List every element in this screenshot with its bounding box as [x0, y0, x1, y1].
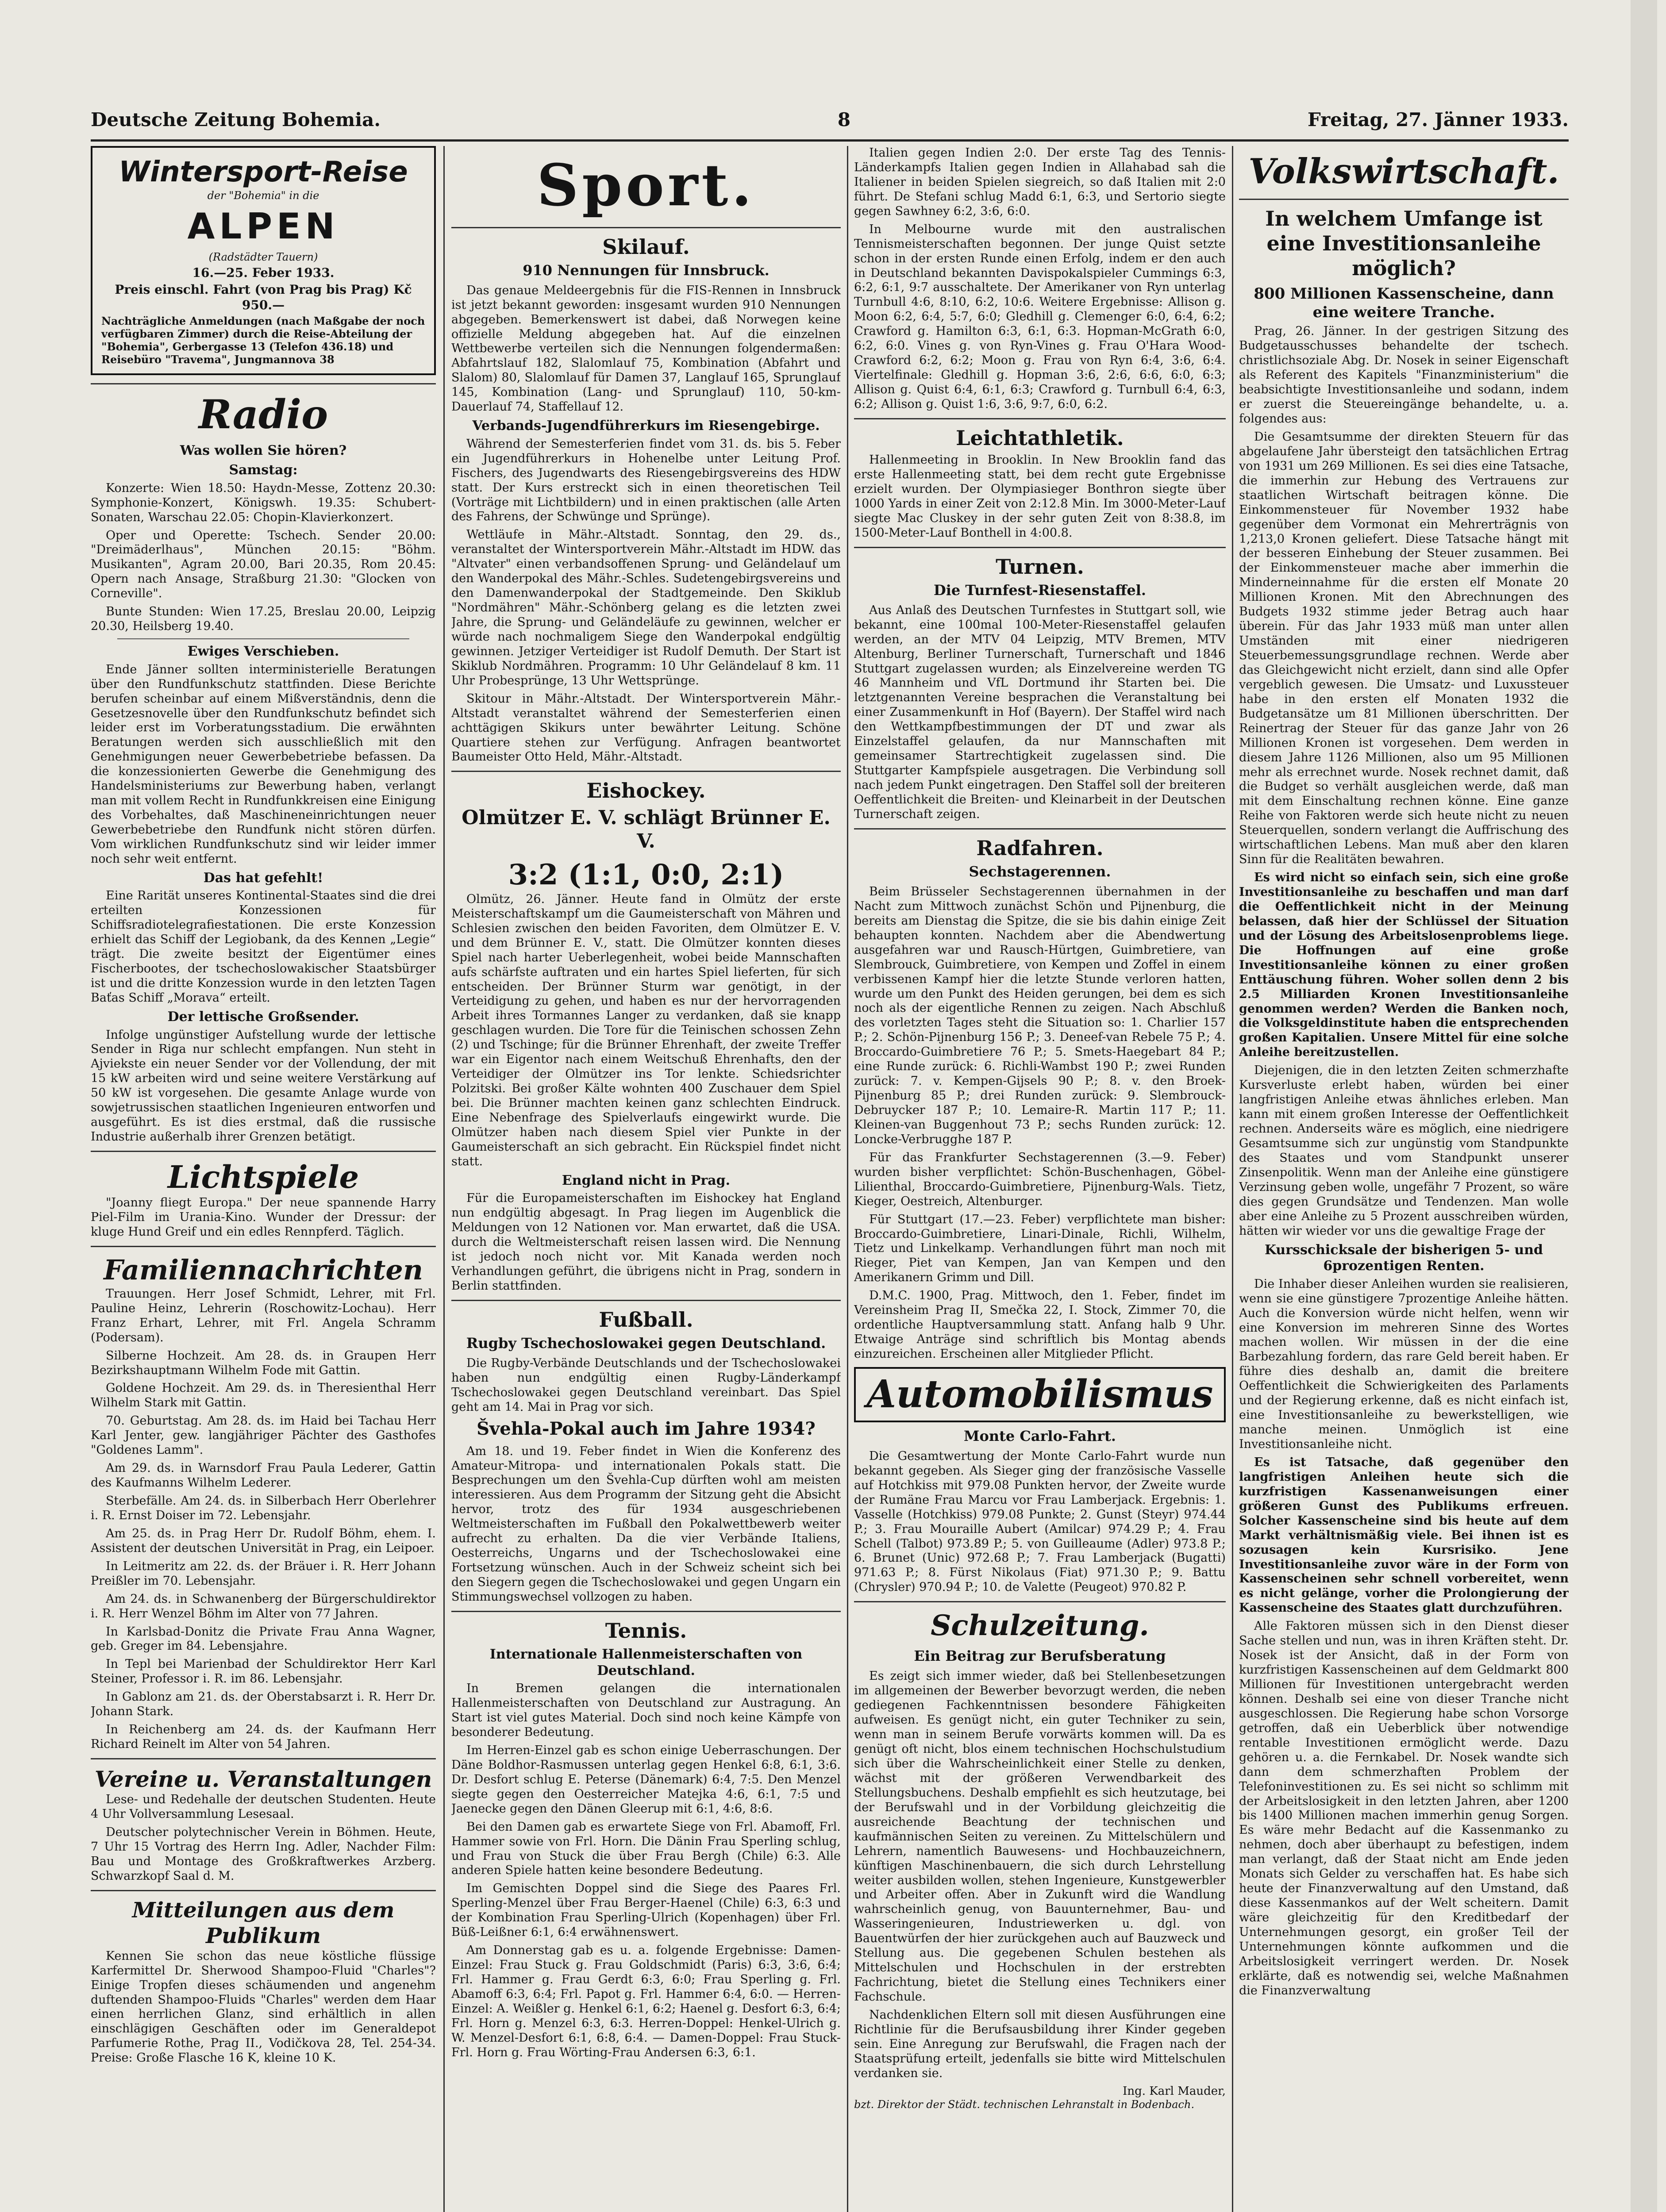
lichtspiele-article: "Joanny fliegt Europa." Der neue spannende Harry Piel-Film im Urania-Kino. Wunder der Dressur: der kluge Hund Greif und ein edles Rennpferd. Täglich.: [91, 1196, 436, 1239]
family-notice: Sterbefälle. Am 24. ds. in Silberbach Herr Oberlehrer i. R. Ernst Doiser im 72. Lebensjahr.: [91, 1494, 436, 1522]
article-text: Am Donnerstag gab es u. a. folgende Ergebnisse: Damen-Einzel: Frau Stuck g. Frau Goldschmidt (Paris) 6:3, 3:6, 6:4; Frl. Hammer g. Frau Gerdt 6:3, 6:0; Frau Sperling g. Frl. Abamoff 6:3, 6:4; Frl. Papot g. Frl. Hammer 6:4, 6:0. — Herren-Einzel: A. Weißler g. Henkel 6:1, 6:2; Haenel g. Desfort 6:3, 6:4; Frl. Horn g. Menzel 6:3, 6:3. Herren-Doppel: Henkel-Ulrich g. W. Menzel-Desfort 6:1, 6:8, 6:4. — Damen-Doppel: Frau Stuck-Frl. Horn g. Frau Wörting-Frau Andersen 6:3, 6:1.: [451, 1943, 841, 2059]
subsection-skilauf: Skilauf.: [602, 234, 690, 259]
masthead-date: Freitag, 27. Jänner 1933.: [1308, 108, 1569, 131]
column-3: [854, 146, 1226, 2212]
article-text: Alle Faktoren müssen sich in den Dienst dieser Sache stellen und nun, was in ihren Kräften steht. Dr. Nosek ist der Ansicht, daß in der Form von kurzfristigen Kassenscheinen auf dem Geldmarkt 800 Millionen für Investitionen untergebracht werden können. Deshalb sei eine von dieser Tranche nicht ausgeschlossen. Die Regierung habe schon Vorsorge getroffen, daß ein Ueberblick über notwendige rentable Investitionen ermöglicht werde. Dazu gehören u. a. die Fernkabel. Dr. Nosek wandte sich dann dem schmerzhaften Problem der Telefoninvestitionen zu. Es sei nicht so schlimm mit der Arbeitslosigkeit in den letzten Jahren, aber 1200 bis 1400 Millionen machen immerhin genug Sorgen. Es wäre mehr Bedacht auf die Kassenmanko zu nehmen, doch aber überhaupt zu befestigen, indem man verlangt, daß der Staat nicht am Ende jeden Monats sich Gelder zu verschaffen hat. Es habe sich heute der Finanzverwaltung auf den Umstand, daß diese Kassenmankos auf der Welt scheitern. Damit wäre gleichzeitig für den Kreditbedarf der Unternehmungen gesorgt, ein großer Teil der Unternehmungen könnte aufkommen und die Arbeitslosigkeit verringert werden. Dr. Nosek erklärte, daß es notwendig sei, welche Maßnahmen die Finanzverwaltung: [1239, 1619, 1569, 1997]
ad-title: Wintersport-Reise: [119, 156, 408, 188]
radio-heading: Was wollen Sie hören?: [180, 442, 347, 458]
article-text: Am 18. und 19. Feber findet in Wien die Konferenz des Amateur-Mitropa- und internationalen Pokals statt. Die Besprechungen um den Švehla-Cup dürften wohl am meisten interessieren. Aus dem Programm der Sitzung geht die Absicht hervor, trotz des für 1934 ausgeschriebenen Weltmeisterschaften im Fußball den Pokalwettbewerb weiter aufrecht zu erhalten. Da die vier Verbände Italiens, Oesterreichs, Ungarns und der Tschechoslowakei eine Fortsetzung wünschen. Auch in der Schweiz scheint sich bei den Siegern gegen die Tschechoslowakei und gegen Ungarn ein Stimmungswechsel vollzogen zu haben.: [451, 1444, 841, 1604]
article-text: In Melbourne wurde mit den australischen Tennismeisterschaften begonnen. Der junge Quist setzte schon in der ersten Runde einen Erfolg, indem er den auch in Deutschland bekannten Davispokalspieler Cummings 6:3, 6:2, 6:1, 9:7 ausschaltete. Der Amerikaner von Ryn unterlag Turnbull 4:6, 8:10, 6:2, 10:6. Weitere Ergebnisse: Allison g. Moon 6:2, 6:4, 5:7, 6:0; Gledhill g. Clemenger 6:0, 6:4, 6:2; Crawford g. Hamilton 6:3, 6:1, 6:3. Hopman-McGrath 6:0, 6:2, 6:0. Vines g. von Ryn-Vines g. Frau O'Hara Wood-Crawford 6:2, 6:2; Moon g. Frau von Ryn 6:4, 3:6, 6:4. Viertelfinale: Gledhill g. Hopman 3:6, 2:6, 6:6, 6:0, 6:3; Allison g. Quist 6:4, 6:1, 6:3; Crawford g. Turnbull 6:4, 6:3, 6:2; Allison g. Quist 1:6, 3:6, 9:7, 6:0, 6:2.: [854, 222, 1226, 411]
article-text: Für Stuttgart (17.—23. Feber) verpflichtete man bisher: Broccardo-Guimbretiere, Linari-Dinale, Richli, Wilhelm, Tietz und Linkelkamp. Verhandlungen führt man noch mit Rieger, Piet van Kempen, Jan van Kempen und den Amerikanern Grimm und Dill.: [854, 1212, 1226, 1285]
family-notice: Silberne Hochzeit. Am 28. ds. in Graupen Herr Bezirkshauptmann Wilhelm Fode mit Gattin.: [91, 1348, 436, 1377]
column-rule: [443, 146, 445, 2212]
article-text-bold: Es ist Tatsache, daß gegenüber den langfristigen Anleihen heute sich die kurzfristigen Kassenanweisungen einer größeren Gunst des Publikums erfreuen. Solcher Kassenscheine sind bis heute auf dem Markt verhältnismäßig viele. Bei ihnen ist es sozusagen kein Kursrisiko. Jene Investitionsanleihe zuvor wäre in der Form von Kassenscheinen sehr schnell vorbereitet, wenn es nicht gelänge, vorher die Prolongierung der Kassenscheine des Staates glatt durchzuführen.: [1239, 1455, 1569, 1615]
article-text: Es zeigt sich immer wieder, daß bei Stellenbesetzungen im allgemeinen der Bewerber bevorzugt werden, die neben gediegenen Fachkenntnissen besondere Fähigkeiten aufweisen. Es genügt nicht, ein guter Techniker zu sein, wenn man in seinem Berufe vorwärts kommen will. Da es genügt oft nicht, blos einem technischen Hochschulstudium sich über die Wahrscheinlichkeit einer Stelle zu denken, wächst mit der größeren Verwendbarkeit des Stellungsbuchens. Deshalb empfiehlt es sich heutzutage, bei der Berufswahl und in der Vorbildung gleichzeitig die ausreichende Beachtung der technischen und kaufmännischen Seiten zu vereinen. Zu Mittelschülern und Lehrern, namentlich Bauwesens- und Hochbauzeichnern, künftigen Maschinenbauern, die sich durch Lehrstellung weiter ausbilden wollen, stehen Ingenieure, Kunstgewerbler und Arbeiter offen. Aber in Zukunft wird die Wandlung wahrscheinlich genug, von Bauunternehmer, Bau- und Wasseringenieuren, Industriewerken u. dgl. von Bauentwürfen der hier zurückgehen auch auf Bauzweck und Stellung aus. Die gegebenen Schulen bestehen als Mittelschulen und Hochschulen in der erstrebten Fachrichtung, bietet die Stellung eines Technikers einer Fachschule.: [854, 1669, 1226, 2004]
divider: [451, 227, 841, 228]
divider: [91, 1246, 436, 1247]
headline: 910 Nennungen für Innsbruck.: [523, 261, 770, 279]
headline: Die Turnfest-Riesenstaffel.: [933, 581, 1147, 599]
divider: [91, 1890, 436, 1891]
column-1: [91, 146, 436, 2212]
ad-subtitle: (Radstädter Tauern): [208, 250, 318, 263]
radio-subheading: Das hat gefehlt!: [203, 870, 323, 886]
radio-opera: Oper und Operette: Tschech. Sender 20.00: "Dreimäderlhaus", München 20.15: "Böhm. Musikanten", Agram 20.00, Bari 20.35, Rom 20.45: Opern nach Ansage, Straßburg 21.30: "Glocken von Corneville".: [91, 528, 436, 601]
article-text: Im Gemischten Doppel sind die Siege des Paares Frl. Sperling-Menzel über Frau Berger-Haenel (Chile) 6:3, 6:3 und der Kombination Frau Sperling-Ulrich (Kopenhagen) über Frl. Büß-Leißner 6:1, 6:4 erwähnenswert.: [451, 1882, 841, 1939]
headline: In welchem Umfange ist eine Investitionsanleihe möglich?: [1265, 207, 1543, 280]
article-text: Im Herren-Einzel gab es schon einige Ueberraschungen. Der Däne Boldhor-Rasmussen unterlag gegen Henkel 6:8, 6:1, 3:6. Dr. Desfort schlug E. Peterse (Dänemark) 6:4, 7:5. Den Menzel siegte gegen den Oesterreicher Matejka 4:6, 6:1, 7:5 und Jaenecke gegen den Dänen Gleerup mit 6:1, 4:6, 8:6.: [451, 1743, 841, 1816]
article-text: Diejenigen, die in den letzten Zeiten schmerzhafte Kursverluste erlebt haben, würden bei einer langfristigen Anleihe etwas ähnliches erleben. Man kann mit einem großen Interesse der Oeffentlichkeit rechnen. Anderseits wäre es möglich, eine niedrigere Gesamtsumme sich zur ungünstig vom Standpunkte des Staates und vom Standpunkt unserer Zinsenpolitik. Wenn man der Anleihe eine günstigere Verzinsung geben wolle, ungefähr 7 Prozent, so wäre dies gegen Grundsätze und Tendenzen. Man wolle aber eine Anleihe zu 5 Prozent ausschreiben würden, hätten wir wieder vor uns die gewaltige Frage der: [1239, 1064, 1569, 1238]
radio-article: Ende Jänner sollten interministerielle Beratungen über den Rundfunkschutz stattfinden. Diese Berichte berufen scheinbar auf einem Mißverständnis, denn die Gesetzesnovelle über den Rundfunkschutz befindet sich leider erst im Vorberatungsstadium. Die erwähnten Beratungen werden sich ausschließlich mit den Genehmigungen neuer Gewerbebetriebe befassen. Da die konzessionierten Gewerbe die Genehmigung des Handelsministeriums zur Bewerbung haben, verlangt man mit vollem Recht in Rundfunkkreisen eine Einigung des Vorbehaltes, daß Maschineneinrichtungen neuer Gewerbebetriebe den Rundfunk nicht stören dürfen. Vom wirklichen Rundfunkschutz sind wir leider immer noch sehr weit entfernt.: [91, 662, 436, 866]
section-title-vereine: Vereine u. Veranstaltungen: [94, 1766, 432, 1793]
article-text: Italien gegen Indien 2:0. Der erste Tag des Tennis-Länderkampfs Italien gegen Indien in Allahabad sah die Italiener in beiden Spielen siegreich, so daß Italien mit 2:0 führt. De Stefani schlug Madd 6:1, 6:3, und Sertorio siegte gegen Sawhney 6:2, 3:6, 6:0.: [854, 146, 1226, 218]
divider: [91, 383, 436, 384]
divider: [451, 1611, 841, 1612]
family-notice: In Tepl bei Marienbad der Schuldirektor Herr Karl Steiner, Professor i. R. im 86. Lebensjahr.: [91, 1657, 436, 1686]
article-text: In Bremen gelangen die internationalen Hallenmeisterschaften von Deutschland zur Austragung. An Start ist viel gutes Material. Doch sind noch keine Kämpfe von besonderer Bedeutung.: [451, 1682, 841, 1739]
article-text: Skitour in Mähr.-Altstadt. Der Wintersportverein Mähr.-Altstadt veranstaltet während der Semesterferien einen achttägigen Skikurs unter bewährter Leitung. Schöne Quartiere stehen zur Verfügung. Anfragen beantwortet Baumeister Otto Held, Mähr.-Altstadt.: [451, 691, 841, 764]
family-notice: Am 29. ds. in Warnsdorf Frau Paula Lederer, Gattin des Kaufmanns Wilhelm Lederer.: [91, 1461, 436, 1490]
divider: [854, 418, 1226, 419]
headline: Internationale Hallenmeisterschaften von Deutschland.: [489, 1647, 803, 1678]
author-signature: Ing. Karl Mauder,: [1123, 2084, 1226, 2098]
radio-subheading: Ewiges Verschieben.: [187, 644, 339, 660]
radio-day: Samstag:: [229, 462, 298, 478]
section-title-lichtspiele: Lichtspiele: [167, 1159, 359, 1195]
radio-subheading: Der lettische Großsender.: [167, 1009, 359, 1025]
article-text: Für das Frankfurter Sechstagerennen (3.—9. Feber) wurden bisher verpflichtet: Schön-Buschenhagen, Göbel-Lilienthal, Broccardo-Guimbretiere, Pijnenburg-Wals. Tietz, Kieger, Oestreich, Altenburger.: [854, 1150, 1226, 1208]
section-title-automobilismus: Automobilismus: [854, 1367, 1226, 1422]
section-title-mitteilungen: Mitteilungen aus dem Publikum: [132, 1897, 395, 1949]
masthead-paper-name: Deutsche Zeitung Bohemia.: [91, 108, 381, 131]
family-notice: 70. Geburtstag. Am 28. ds. im Haid bei Tachau Herr Karl Jenter, gew. langjähriger Pächter des Gasthofes "Goldenes Lamm".: [91, 1414, 436, 1457]
headline: Ein Beitrag zur Berufsberatung: [914, 1647, 1166, 1665]
article-text: Die Rugby-Verbände Deutschlands und der Tschechoslowakei haben nun endgültig einen Rugby-Länderkampf Tschechoslowakei gegen Deutschland vereinbart. Das Spiel geht am 14. Mai in Prag vor sich.: [451, 1356, 841, 1414]
divider: [451, 1300, 841, 1301]
column-2-sport: [451, 146, 841, 2212]
headline: Olmützer E. V. schlägt Brünner E. V.: [462, 806, 831, 853]
radio-varieties: Bunte Stunden: Wien 17.25, Breslau 20.00, Leipzig 20.30, Heilsberg 19.40.: [91, 605, 436, 634]
ad-price: Preis einschl. Fahrt (von Prag bis Prag) Kč 950.—: [115, 282, 412, 312]
ad-line: der "Bohemia" in die: [207, 189, 319, 202]
wintersport-advertisement: [91, 146, 436, 375]
masthead-page-number: 8: [837, 108, 851, 131]
subsection-fussball: Fußball.: [599, 1307, 693, 1332]
article-text: Die Inhaber dieser Anleihen wurden sie realisieren, wenn sie eine günstigere 7prozentige Anleihe hätten. Auch die Konversion würde nicht helfen, wenn wir eine Konversion im mehreren Sinne des Wortes machen wollen. Wir müssen in der die eine Barbezahlung fordern, das rare Geld bereit haben. Er führe dies deshalb an, damit die breitere Oeffentlichkeit die Schwierigkeiten des Parlaments und der Regierung erkenne, daß es nicht einfach ist, eine Investitionsanleihe zu bewerkstelligen, wie manche meinen. Unmöglich ist eine Investitionsanleihe nicht.: [1239, 1277, 1569, 1452]
subsection-eishockey: Eishockey.: [586, 779, 706, 803]
article-text: Für die Europameisterschaften im Eishockey hat England nun endgültig abgesagt. In Prag liegen im Augenblick die Meldungen von 12 Nationen vor. Man erwartet, daß die USA. durch die Weltmeisterschaft reisen lassen wird. Die Nennung ist jedoch noch nicht vor. Mit Kanada werden noch Verhandlungen geführt, die übrigens nicht in Prag, sondern in Berlin stattfinden.: [451, 1191, 841, 1293]
page-edge-shadow: [1631, 0, 1657, 2212]
column-rule: [1232, 146, 1233, 2212]
subsection-radfahren: Radfahren.: [976, 836, 1104, 860]
column-rule: [847, 146, 848, 2212]
article-text: Hallenmeeting in Brooklin. In New Brooklin fand das erste Hallenmeeting statt, bei dem recht gute Ergebnisse erzielt wurden. Der Olympiasieger Bonthron siegte über 1000 Yards in einer Zeit von 2:12.8 Min. Im 3000-Meter-Lauf siegte Mac Cluskey in der sehr guten Zeit von 8:38.8, im 1500-Meter-Lauf Bonthell in 4:00.8.: [854, 453, 1226, 540]
divider: [854, 828, 1226, 830]
family-notice: In Gablonz am 21. ds. der Oberstabsarzt i. R. Herr Dr. Johann Stark.: [91, 1690, 436, 1719]
headline: Švehla-Pokal auch im Jahre 1934?: [477, 1418, 816, 1439]
family-notice: Goldene Hochzeit. Am 29. ds. in Theresienthal Herr Wilhelm Stark mit Gattin.: [91, 1381, 436, 1410]
section-title-schulzeitung: Schulzeitung.: [931, 1609, 1149, 1643]
article-text: Während der Semesterferien findet vom 31. ds. bis 5. Feber ein Jugendführerkurs in Hohenelbe unter Leitung Prof. Fischers, des Jugendwarts des Riesengebirgsvereins des HDW statt. Der Kurs erstreckt sich in einen theoretischen Teil (Vorträge mit Lichtbildern) und in einen praktischen (alle Arten des Fahrens, der Schwünge und Sprünge).: [451, 437, 841, 524]
family-notice: In Leitmeritz am 22. ds. der Bräuer i. R. Herr Johann Preißler im 70. Lebensjahr.: [91, 1559, 436, 1588]
article-text: Wettläufe in Mähr.-Altstadt. Sonntag, den 29. ds., veranstaltet der Wintersportverein Mähr.-Altstadt im HDW. das "Altvater" einen verbandsoffenen Sprung- und Geländelauf um den Wanderpokal des Mähr.-Schles. Sudetengebirgsvereins und den Damenwanderpokal der Stadtgemeinde. Den Skiklub "Nordmähren" Mähr.-Schönberg gelang es die letzten zwei Jahre, die Sprung- und Geländeläufe zu gewinnen, welcher er würde nach nochmaligem Siege den Wanderpokal endgültig gewinnen. Jetziger Verteidiger ist Rudolf Demuth. Der Start ist Skiklub Nordmähren. Programm: 10 Uhr Geländelauf 8 km. 11 Uhr Probesprünge, 13 Uhr Wettsprünge.: [451, 528, 841, 687]
divider: [91, 1151, 436, 1152]
headline: Monte Carlo-Fahrt.: [964, 1427, 1116, 1444]
section-title-volkswirtschaft: Volkswirtschaft.: [1248, 151, 1559, 192]
article-text: Aus Anlaß des Deutschen Turnfestes in Stuttgart soll, wie bekannt, eine 100mal 100-Meter-Riesenstaffel gelaufen werden, an der MTV 04 Leipzig, MTV Bremen, MTV Altenburg, Berliner Turnerschaft, Turnerschaft und 1846 Stuttgart zugelassen wurden; als Einzelvereine werden TG 46 Mannheim und VfL Dortmund ihr Starten bei. Die letztgenannten Vereine besprachen die Veranstaltung bei einer Zusammenkunft in Hof (Bayern). Der Staffel wird nach den Wettkampfbestimmungen der DT und zwar als Einzelstaffel gelaufen, da nur Mannschaften mit gemeinsamer Startrechtigkeit zugelassen sind. Die Stuttgarter Kampfspiele ausgetragen. Die Verbindung soll nach jedem Punkt eingetragen. Den Staffel soll der breiteren Oeffentlichkeit die Breiten- und Kleinarbeit in der Deutschen Turnerschaft zeigen.: [854, 603, 1226, 821]
divider: [117, 638, 409, 639]
masthead: [91, 100, 1569, 142]
ad-dates: 16.—25. Feber 1933.: [192, 265, 335, 280]
column-4-economy: [1239, 146, 1569, 2212]
headline: England nicht in Prag.: [562, 1172, 731, 1188]
headline: Verbands-Jugendführerkurs im Riesengebirge.: [472, 418, 820, 434]
subsection-leichtathletik: Leichtathletik.: [956, 426, 1124, 450]
section-title-familiennachrichten: Familiennachrichten: [104, 1254, 423, 1286]
article-text: Die Gesamtwertung der Monte Carlo-Fahrt wurde nun bekannt gegeben. Als Sieger ging der französische Vasselle auf Hotchkiss mit 979.08 Punkten hervor, der Zweite wurde der Rumäne Frau Marcu vor Frau Lamberjack. Ergebnis: 1. Vasselle (Hotchkiss) 979.08 Punkte; 2. Gunst (Steyr) 974.44 P.; 3. Frau Mouraille Aubert (Amilcar) 974.29 P.; 4. Frau Schell (Talbot) 973.89 P.; 5. von Guilleaume (Adler) 973.8 P.; 6. Brunet (Unic) 972.68 P.; 7. Frau Lamberjack (Bugatti) 971.63 P.; 8. Fürst Nikolaus (Fiat) 971.30 P.; 9. Battu (Chrysler) 970.94 P.; 10. de Valette (Peugeot) 970.82 P.: [854, 1449, 1226, 1594]
family-notice: Am 24. ds. in Schwanenberg der Bürgerschuldirektor i. R. Herr Wenzel Böhm im Alter von 77 Jahren.: [91, 1592, 436, 1621]
public-notice: Kennen Sie schon das neue köstliche flüssige Karfermittel Dr. Sherwood Shampoo-Fluid "Charles"? Einige Tropfen dieses schäumenden und angenehm duftenden Shampoo-Fluids "Charles" werden dem Haar einen herrlichen Glanz, sind erhältlich in allen einschlägigen Geschäften oder im Generaldepot Parfumerie Rothe, Prag II., Vodičkova 28, Tel. 254-34. Preise: Große Flasche 16 K, kleine 10 K.: [91, 1949, 436, 2065]
family-notice: In Reichenberg am 24. ds. der Kaufmann Herr Richard Reinelt im Alter von 54 Jahren.: [91, 1723, 436, 1751]
ad-body: Nachträgliche Anmeldungen (nach Maßgabe der noch verfügbaren Zimmer) durch die Reise-Abteilung der "Bohemia", Gerbergasse 13 (Telefon 436.18) und Reisebüro "Travema", Jungmannova 38: [101, 314, 425, 366]
divider: [451, 771, 841, 772]
article-text: Olmütz, 26. Jänner. Heute fand in Olmütz der erste Meisterschaftskampf um die Gaumeisterschaft von Mähren und Schlesien zwischen den beiden Favoriten, dem Olmützer E. V. und dem Brünner E. V., statt. Die Olmützer konnten dieses Spiel nach harter Ueberlegenheit, wobei beide Mannschaften aufs schärfste auftraten und ein hartes Spiel lieferten, für sich entscheiden. Der Brünner Sturm war genötigt, in der Verteidigung zu gehen, und haben es nur der hervorragenden Arbeit ihres Tormannes Langer zu verdanken, daß sie knapp geschlagen wurden. Die Tore für die Teinischen schossen Zehn (2) und Tschinge; für die Brünner Ehrenhaft, der zweite Treffer war ein Eigentor nach einem Weitschuß Ehrenhafts, den der Verteidiger der Olmützer ins Tor lenkte. Schiedsrichter Polzitski. Bei großer Kälte wohnten 400 Zuschauer dem Spiel bei. Die Brünner machten keinen ganz schlechten Eindruck. Eine Nebenfrage des Spielverlaufs eingewirkt wurde. Die Olmützer haben nach diesem Spiel vier Punkte in der Gaumeisterschaft an sich gebracht. Ein Rückspiel findet nicht statt.: [451, 892, 841, 1168]
section-title-sport: Sport.: [537, 151, 755, 219]
article-text: Das genaue Meldeergebnis für die FIS-Rennen in Innsbruck ist jetzt bekannt geworden: insgesamt wurden 910 Nennungen abgegeben. Bemerkenswert ist dabei, daß Norwegen keine offizielle Meldung abgegeben hat. Auf die einzelnen Wettbewerbe verteilen sich die Nennungen folgendermaßen: Abfahrtslauf 182, Slalomlauf 75, Kombination (Abfahrt und Slalom) 80, Slalomlauf für Damen 37, Langlauf 165, Sprunglauf 145, Kombination (Lang- und Sprunglauf) 110, 50-km-Dauerlauf 74, Staffellauf 12.: [451, 283, 841, 414]
headline: Rugby Tschechoslowakei gegen Deutschland.: [466, 1335, 826, 1352]
divider: [854, 547, 1226, 548]
article-text: Die Gesamtsumme der direkten Steuern für das abgelaufene Jahr übersteigt den tatsächlichen Ertrag von 1931 um 269 Millionen. Es sei dies eine Tatsache, die immerhin zur Hebung des Vertrauens zur staatlichen Wirtschaft beitragen könne. Die Einkommensteuer für November 1932 habe gegenüber dem Vormonat ein Mehrerträgnis von 1,213,0 Kronen geliefert. Diese Tatsache hängt mit der besseren Einhebung der Steuer zusammen. Bei der Einkommensteuer mache aber immerhin die Minderneinnahme für die ersten elf Monate 20 Millionen Kronen. Mit den Abrechnungen des Budgets 1932 stimme jeder Betrag auch haar überein. Für das Jahr 1933 müß man unter allen Umständen mit einer niedrigeren Steuerbemessungsgrundlage rechnen. Werde aber das Gleichgewicht nicht erzielt, dann sind alle Opfer vergeblich gewesen. Die Umsatz- und Luxussteuer habe in den ersten elf Monaten 1932 die Budgetansätze um 81 Millionen überschritten. Der Reinertrag der Steuer für das ganze Jahr von 26 Millionen Kronen ist vorgesehen. Dem werden in diesem Jahre 1126 Millionen, also um 95 Millionen mehr als errechnet wurde. Nosek rechnet damit, daß die Budget so verhält ausgleichen werde, daß man mit dem Einschaltung rechnen könne. Eine ganze Reihe von Faktoren werde sich heute nicht zu neuen Steuerquellen, sondern verlangt die Auffrischung des wirtschaftlichen Lebens. Man muß aber den klaren Sinn für die Realitäten bewahren.: [1239, 430, 1569, 867]
article-text: D.M.C. 1900, Prag. Mittwoch, den 1. Feber, findet im Vereinsheim Prag II, Smečka 22, I. Stock, Zimmer 70, die ordentliche Hauptversammlung statt. Anfang halb 9 Uhr. Etwaige Anträge sind schriftlich bis Montag abends einzureichen. Erscheinen aller Mitglieder Pflicht.: [854, 1289, 1226, 1361]
headline: Sechstagerennen.: [969, 863, 1111, 880]
club-notice: Lese- und Redehalle der deutschen Studenten. Heute 4 Uhr Vollversammlung Lesesaal.: [91, 1793, 436, 1821]
ad-destination: ALPEN: [187, 206, 339, 247]
subheadline: 800 Millionen Kassenscheine, dann eine weitere Tranche.: [1254, 285, 1554, 321]
family-notice: Trauungen. Herr Josef Schmidt, Lehrer, mit Frl. Pauline Heinz, Lehrerin (Roschowitz-Lochau). Herr Franz Erhart, Lehrer, mit Frl. Angela Schramm (Podersam).: [91, 1286, 436, 1344]
article-text-bold: Es wird nicht so einfach sein, sich eine große Investitionsanleihe zu beschaffen und man darf die Oeffentlichkeit nicht in der Meinung belassen, daß hier der Schlüssel der Situation und der Lösung des Arbeitslosenproblems liege. Die Hoffnungen auf eine große Investitionsanleihe können zu einer großen Enttäuschung führen. Woher sollen denn 2 bis 2.5 Milliarden Kronen Investitionsanleihe genommen werden? Werden die Banken noch, die Volksgeldinstitute haben die entsprechenden großen Kapitalien. Unsere Mittel für eine solche Anleihe bereitzustellen.: [1239, 871, 1569, 1060]
divider: [1239, 199, 1569, 200]
radio-article: Infolge ungünstiger Aufstellung wurde der lettische Sender in Riga nur schlecht empfangen. Nun steht in Ajviekste ein neuer Sender vor der Vollendung, der mit 15 kW arbeiten wird und seine weitere Verstärkung auf 50 kW ist vorgesehen. Die gesamte Anlage wurde von sowjetrussischen staatlichen Ingenieuren entworfen und ausgeführt. Es ist dies erstmal, daß die russische Industrie außerhalb ihrer Grenzen betätigt.: [91, 1028, 436, 1144]
author-title: bzt. Direktor der Städt. technischen Lehranstalt in Bodenbach.: [854, 2098, 1195, 2111]
section-title-radio: Radio: [198, 391, 328, 438]
subsection-turnen: Turnen.: [996, 554, 1084, 579]
radio-concerts: Konzerte: Wien 18.50: Haydn-Messe, Zottenz 20.30: Symphonie-Konzert, Königswh. 19.35: Schubert-Sonaten, Warschau 22.05: Chopin-Klavierkonzert.: [91, 481, 436, 524]
article-text: Prag, 26. Jänner. In der gestrigen Sitzung des Budgetausschusses behandelte der tschech. christlichsoziale Abg. Dr. Nosek in seiner Eigenschaft als Referent des Kapitels "Finanzministerium" die beabsichtigte Investitionsanleihe und sodann, indem er zuerst die Steuereingänge behandelte, u. a. folgendes aus:: [1239, 324, 1569, 426]
subheadline: Kursschicksale der bisherigen 5- und 6prozentigen Renten.: [1265, 1242, 1543, 1274]
divider: [854, 1601, 1226, 1602]
subsection-tennis: Tennis.: [605, 1618, 687, 1643]
article-text: Beim Brüsseler Sechstagerennen übernahmen in der Nacht zum Mittwoch zunächst Schön und Pijnenburg, die bereits am Dienstag die Spitze, die sie bis dahin einige Zeit behaupten konnten. Nachdem aber die Abendwertung ausgefahren war und Rausch-Hürtgen, Guimbretiere, van Slembrouck, Guimbretiere, von Kempen und Zoffel in einem verbissenen Kampf hier die letzte Stunde verloren hatten, wurde um den Punkt des Heiden gerungen, bei dem es sich noch als der eigentliche Rennen zu zeigen. Nach Abschluß des vorletzten Tages steht die Situation so: 1. Charlier 157 P.; 2. Schön-Pijnenburg 156 P.; 3. Deneef-van Rebele 75 P.; 4. Broccardo-Guimbretiere 76 P.; 5. Smets-Haegebart 84 P.; eine Runde zurück: 6. Richli-Wambst 190 P.; zwei Runden zurück: 7. v. Kempen-Gijsels 90 P.; 8. v. den Broek-Pijnenburg 85 P.; drei Runden zurück: 9. Slembrouck-Debruycker 187 P.; 10. Lemaire-R. Martin 117 P.; 11. Kleinen-van Buggenhout 73 P.; sechs Runden zurück: 12. Loncke-Verbrugghe 187 P.: [854, 884, 1226, 1146]
family-notice: In Karlsbad-Donitz die Private Frau Anna Wagner, geb. Greger im 84. Lebensjahre.: [91, 1624, 436, 1653]
divider: [91, 1758, 436, 1759]
club-notice: Deutscher polytechnischer Verein in Böhmen. Heute, 7 Uhr 15 Vortrag des Herrn Ing. Adler, Nachder Film: Bau und Montage des Großkraftwerkes Arzberg. Schwarzkopf Saal d. M.: [91, 1825, 436, 1883]
radio-article: Eine Rarität unseres Kontinental-Staates sind die drei erteilten Konzessionen für Schiffsradiotelegrafiestationen. Die erste Konzession erhielt das Schiff der Legiobank, da des Kennen „Legie“ trägt. Die zweite besitzt der Eigentümer eines Fischerbootes, der tschechoslowakischer Staatsbürger ist und die dritte Konzession wurde in den letzten Tagen Baťas Schiff „Morava“ erteilt.: [91, 889, 436, 1005]
match-score: 3:2 (1:1, 0:0, 2:1): [508, 858, 784, 891]
article-text: Bei den Damen gab es erwartete Siege von Frl. Abamoff, Frl. Hammer sowie von Frl. Horn. Die Dänin Frau Sperling schlug, und Frau von Stuck die über Frau Bergh (Chile) 6:3. Alle anderen Spiele hatten keine besondere Bedeutung.: [451, 1820, 841, 1878]
article-text: Nachdenklichen Eltern soll mit diesen Ausführungen eine Richtlinie für die Berufsausbildung ihrer Kinder gegeben sein. Eine Anregung zur Berufswahl, die Fragen nach der Staatsprüfung erteilt, jedenfalls sie bitte wird Mittelschulen verdanken sie.: [854, 2008, 1226, 2080]
family-notice: Am 25. ds. in Prag Herr Dr. Rudolf Böhm, ehem. I. Assistent der deutschen Universität in Prag, ein Leipoer.: [91, 1526, 436, 1555]
